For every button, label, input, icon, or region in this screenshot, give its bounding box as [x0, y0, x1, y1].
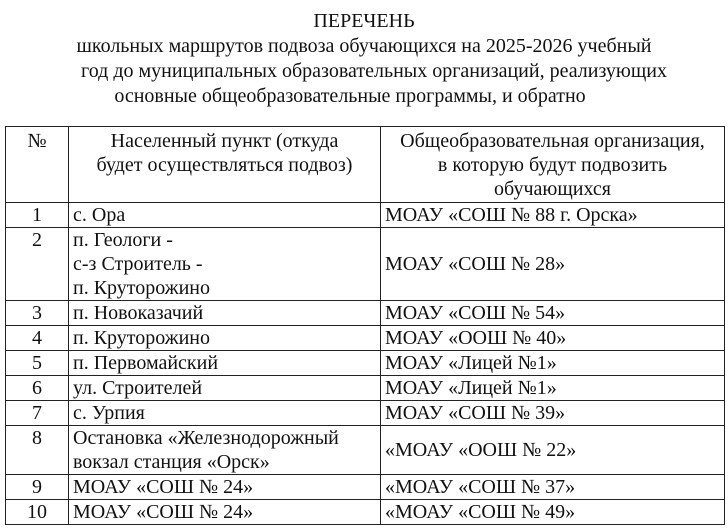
table-row: [6, 475, 725, 500]
row-num: 9: [6, 475, 69, 500]
table-row: [6, 500, 725, 525]
row-place: [69, 228, 381, 301]
place-line: с. Урпия: [73, 402, 145, 424]
row-org: МОАУ «СОШ № 88 г. Орска»: [381, 203, 725, 228]
header-line: Общеобразовательная организация,: [400, 130, 705, 152]
doc-title: ПЕРЕЧЕНЬ: [313, 10, 415, 32]
table-row: [6, 326, 725, 351]
row-org: МОАУ «Лицей №1»: [381, 376, 725, 401]
table-row: [6, 376, 725, 401]
header-org: [381, 127, 725, 203]
place-line: п. Круторожино: [73, 327, 210, 349]
row-org: МОАУ «СОШ № 39»: [381, 401, 725, 426]
header-line: будет осуществляться подвоз): [96, 154, 353, 176]
row-place: [69, 500, 381, 525]
place-line: с. Ора: [73, 204, 126, 226]
row-place: [69, 301, 381, 326]
row-num: 2: [6, 228, 69, 301]
row-place: [69, 401, 381, 426]
row-place: [69, 475, 381, 500]
row-org: «МОАУ «ООШ № 22»: [381, 426, 725, 475]
place-line: МОАУ «СОШ № 24»: [73, 476, 254, 498]
row-org: МОАУ «СОШ № 54»: [381, 301, 725, 326]
row-num: 10: [6, 500, 69, 525]
place-line: с-з Строитель -: [73, 253, 203, 275]
row-num: 5: [6, 351, 69, 376]
row-num: 3: [6, 301, 69, 326]
row-org: МОАУ «СОШ № 28»: [381, 228, 725, 301]
row-place: [69, 203, 381, 228]
place-line: п. Геологи -: [73, 229, 173, 251]
place-line: п. Первомайский: [73, 352, 219, 374]
row-org: МОАУ «Лицей №1»: [381, 351, 725, 376]
table-row: [6, 301, 725, 326]
table-row: [6, 426, 725, 475]
row-num: 7: [6, 401, 69, 426]
table-row: [6, 203, 725, 228]
row-num: 6: [6, 376, 69, 401]
row-org: МОАУ «ООШ № 40»: [381, 326, 725, 351]
header-line: обучающихся: [494, 178, 611, 200]
table-row: [6, 401, 725, 426]
header-line: в которую будут подвозить: [437, 154, 668, 176]
doc-subtitle-line: школьных маршрутов подвоза обучающихся на 2025-2026 учебный: [76, 35, 652, 57]
place-line: ул. Строителей: [73, 377, 203, 399]
place-line: Остановка «Железнодорожный: [73, 427, 339, 449]
row-place: [69, 376, 381, 401]
header-num: №: [6, 127, 69, 203]
place-line: МОАУ «СОШ № 24»: [73, 501, 254, 523]
place-line: п. Круторожино: [73, 277, 210, 299]
header-place: [69, 127, 381, 203]
routes-table: [5, 126, 725, 525]
row-num: 1: [6, 203, 69, 228]
place-line: вокзал станция «Орск»: [73, 451, 270, 473]
doc-subtitle-line: год до муниципальных образовательных организаций, реализующих: [81, 60, 667, 82]
table-row: [6, 228, 725, 301]
table-header-row: [6, 127, 725, 203]
doc-subtitle-line: основные общеобразовательные программы, и обратно: [114, 85, 586, 107]
row-org: «МОАУ «СОШ № 49»: [381, 500, 725, 525]
place-line: п. Новоказачий: [73, 302, 204, 324]
header-line: Населенный пункт (откуда: [110, 130, 339, 152]
row-place: [69, 326, 381, 351]
row-place: [69, 351, 381, 376]
row-num: 8: [6, 426, 69, 475]
table-row: [6, 351, 725, 376]
row-org: «МОАУ «СОШ № 37»: [381, 475, 725, 500]
row-num: 4: [6, 326, 69, 351]
row-place: [69, 426, 381, 475]
